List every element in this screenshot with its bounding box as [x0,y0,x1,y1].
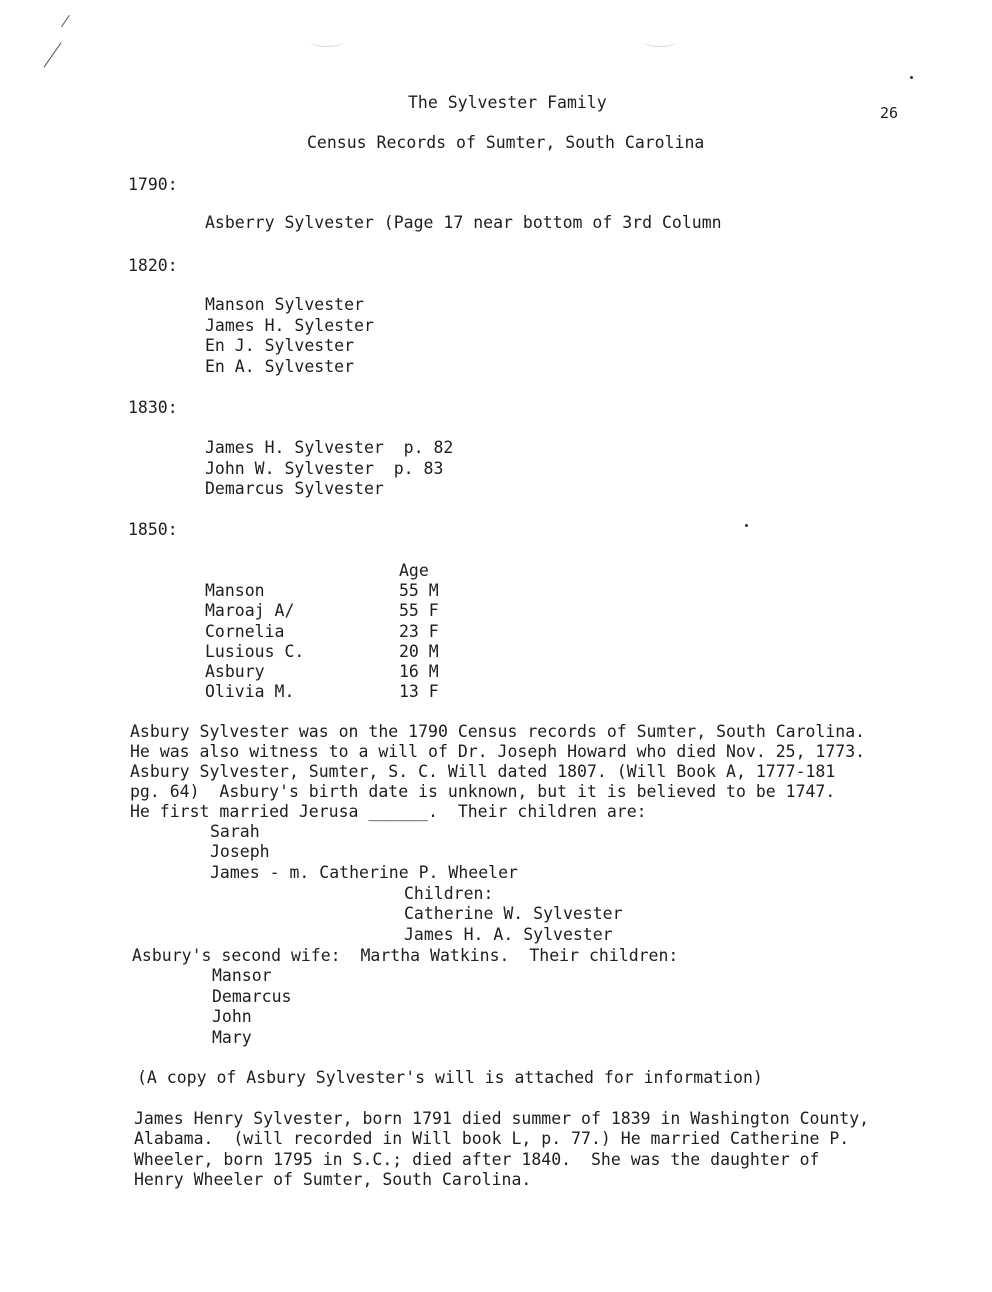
narrative-line: Asbury Sylvester, Sumter, S. C. Will dated 1807. (Will Book A, 1777-181 [130,762,836,781]
punch-hole-mark [310,36,344,47]
census-entry: John W. Sylvester p. 83 [205,459,444,478]
pen-mark [61,15,70,27]
household-member-age: 16 M [399,662,439,681]
census-entry: En J. Sylvester [205,336,355,355]
year-heading-1850: 1850: [128,520,178,539]
page-number: 26 [880,104,899,122]
household-member-age: 55 M [399,581,439,600]
grandchildren-label: Children: [404,884,494,903]
census-entry: James H. Sylester [205,316,374,335]
household-member-name: Manson [205,581,265,600]
will-note: (A copy of Asbury Sylvester's will is attached for information) [137,1068,763,1087]
narrative-line: pg. 64) Asbury's birth date is unknown, but it is believed to be 1747. [130,782,836,801]
census-entry: En A. Sylvester [205,357,355,376]
age-column-header: Age [399,561,429,580]
census-entry: Manson Sylvester [205,295,364,314]
year-heading-1830: 1830: [128,398,178,417]
pen-mark [43,42,61,67]
household-member-name: Maroaj A/ [205,601,295,620]
second-wife-line: Asbury's second wife: Martha Watkins. Their children: [132,946,679,965]
child-name: Mary [212,1028,252,1047]
household-member-age: 23 F [399,622,439,641]
page-subtitle: Census Records of Sumter, South Carolina [307,133,705,152]
child-name: Mansor [212,966,272,985]
page-title: The Sylvester Family [408,93,607,112]
child-name: Joseph [210,842,270,861]
household-member-age: 20 M [399,642,439,661]
child-name: John [212,1007,252,1026]
household-member-age: 55 F [399,601,439,620]
punch-hole-mark [643,36,677,47]
child-name: Demarcus [212,987,292,1006]
household-member-name: Cornelia [205,622,285,641]
household-member-age: 13 F [399,682,439,701]
year-heading-1790: 1790: [128,175,178,194]
speck [745,524,748,527]
year-heading-1820: 1820: [128,256,178,275]
child-name: Sarah [210,822,260,841]
household-member-name: Lusious C. [205,642,305,661]
child-name: James - m. Catherine P. Wheeler [210,863,518,882]
household-member-name: Asbury [205,662,265,681]
narrative-line: Wheeler, born 1795 in S.C.; died after 1840. She was the daughter of [134,1150,820,1169]
narrative-line: He was also witness to a will of Dr. Joseph Howard who died Nov. 25, 1773. [130,742,866,761]
grandchild-name: James H. A. Sylvester [404,925,613,944]
grandchild-name: Catherine W. Sylvester [404,904,623,923]
speck [910,76,913,79]
narrative-line: James Henry Sylvester, born 1791 died summer of 1839 in Washington County, [134,1109,870,1128]
narrative-line: Alabama. (will recorded in Will book L, p. 77.) He married Catherine P. [134,1129,850,1148]
household-member-name: Olivia M. [205,682,295,701]
narrative-line: He first married Jerusa ______. Their children are: [130,802,647,821]
census-entry: Demarcus Sylvester [205,479,384,498]
narrative-line: Asbury Sylvester was on the 1790 Census records of Sumter, South Carolina. [130,722,866,741]
census-entry: Asberry Sylvester (Page 17 near bottom of 3rd Column [205,213,722,232]
census-entry: James H. Sylvester p. 82 [205,438,454,457]
narrative-line: Henry Wheeler of Sumter, South Carolina. [134,1170,532,1189]
